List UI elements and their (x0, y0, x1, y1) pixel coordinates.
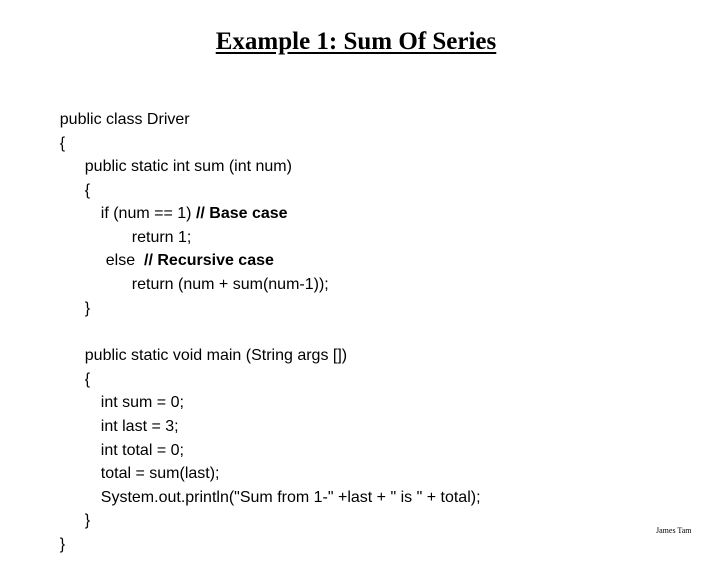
code-text: total = sum(last); (100, 465, 220, 482)
code-text: { (59, 135, 66, 152)
code-text: else (105, 252, 145, 269)
code-line (42, 114, 65, 174)
code-text: { (84, 371, 91, 388)
code-text: public static void main (String args []) (84, 347, 348, 364)
code-text: if (num == 1) (100, 205, 196, 222)
code-comment: // Recursive case (144, 252, 274, 269)
code-line (114, 255, 329, 315)
code-text: int sum = 0; (100, 394, 184, 411)
code-line (83, 468, 481, 528)
code-text: { (84, 182, 91, 199)
code-text: public static int sum (int num) (84, 158, 292, 175)
code-text: } (84, 300, 91, 317)
code-text: int total = 0; (100, 442, 184, 459)
code-text: return (num + sum(num-1)); (131, 276, 329, 293)
slide-title: Example 1: Sum Of Series (215, 28, 497, 55)
code-text: public class Driver (59, 111, 190, 128)
author-footer: James Tam (656, 526, 692, 535)
code-comment: // Base case (195, 205, 288, 222)
code-text: int last = 3; (100, 418, 179, 435)
code-text: } (84, 512, 91, 529)
code-text: } (59, 536, 66, 553)
code-text: System.out.println("Sum from 1-" +last + " is " + total); (100, 489, 481, 506)
code-line (67, 491, 90, 551)
code-text: return 1; (131, 229, 192, 246)
code-line (42, 515, 65, 575)
